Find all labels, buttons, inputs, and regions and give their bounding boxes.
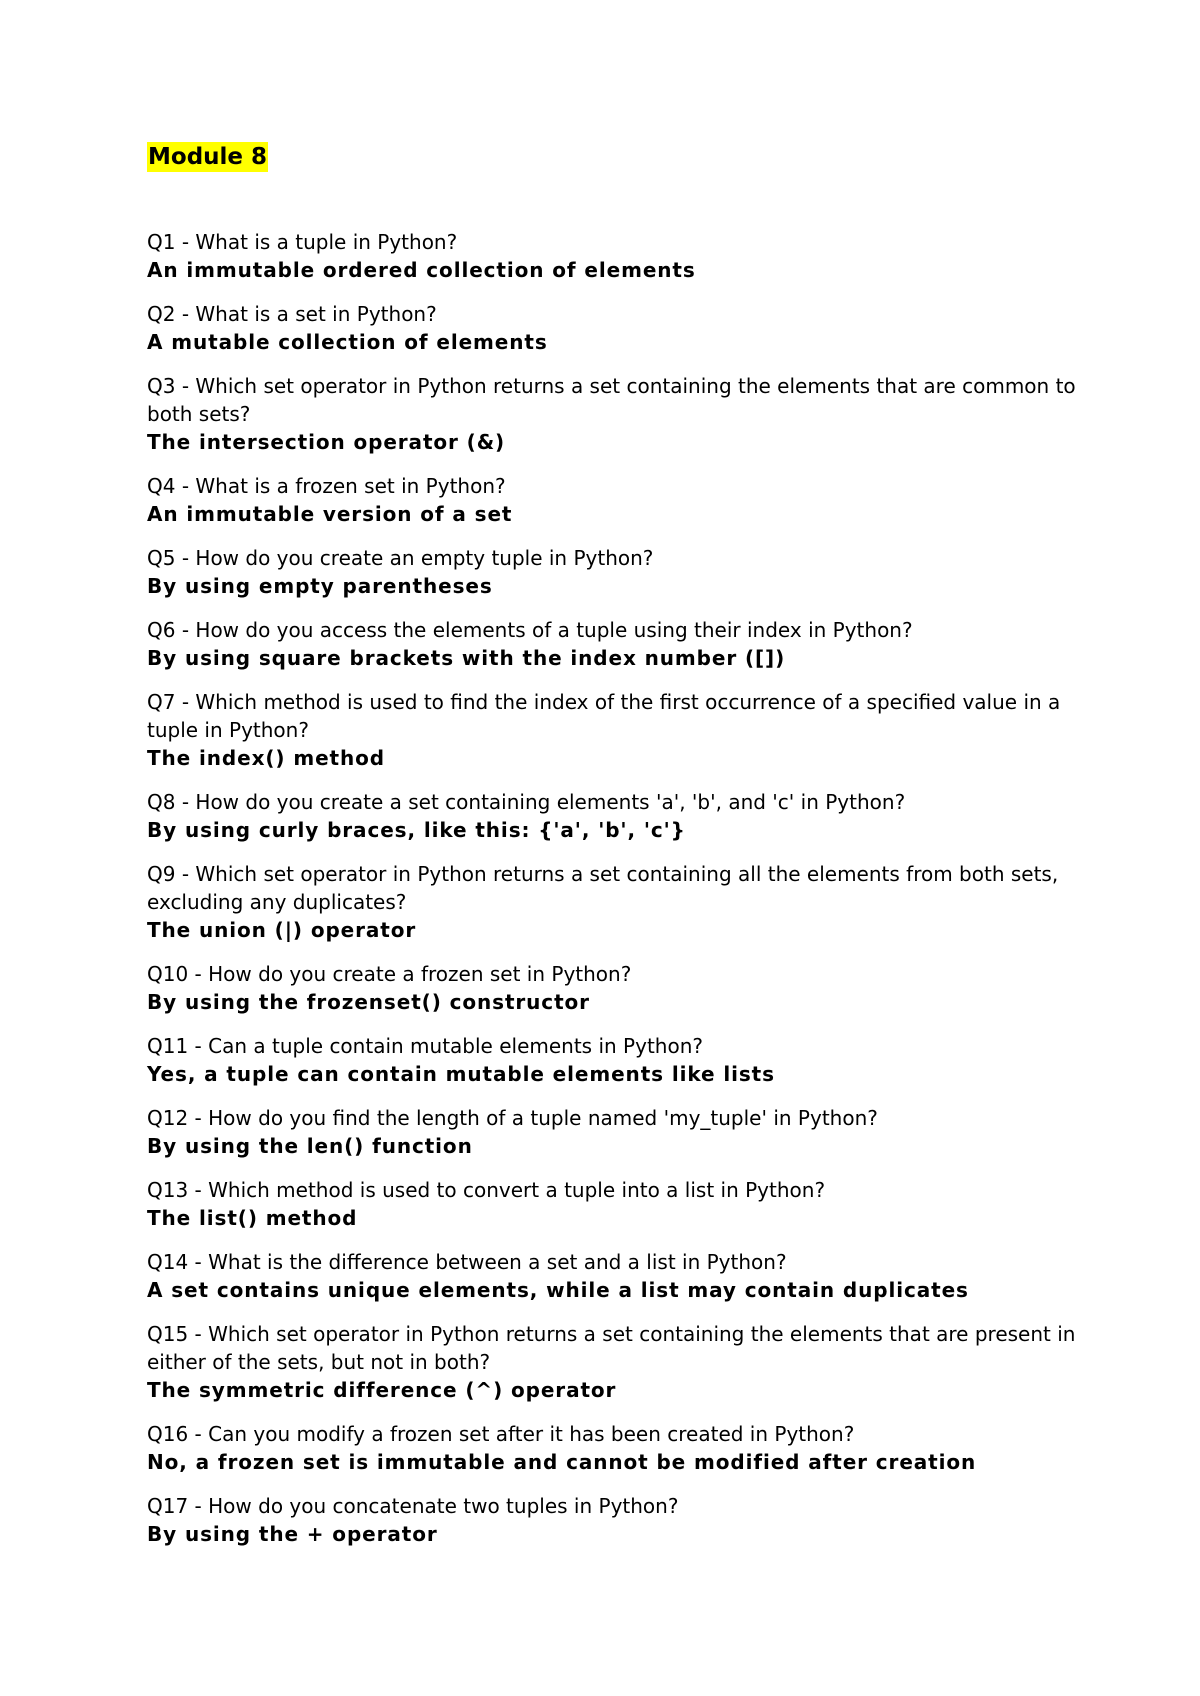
question-separator: - bbox=[175, 374, 196, 398]
question-separator: - bbox=[175, 474, 196, 498]
question-separator: - bbox=[188, 1422, 209, 1446]
page-title: Module 8 bbox=[148, 144, 268, 170]
answer-text: By using the len() function bbox=[147, 1134, 473, 1158]
answer-text: No, a frozen set is immutable and cannot be modified after creation bbox=[147, 1450, 977, 1474]
question-body: What is a tuple in Python? bbox=[195, 230, 458, 254]
answer-text: By using curly braces, like this: {'a', 'b', 'c'} bbox=[147, 818, 686, 842]
question-text bbox=[147, 300, 1077, 328]
qa-item bbox=[147, 616, 1077, 672]
question-separator: - bbox=[188, 1250, 209, 1274]
question-body: Which set operator in Python returns a set containing the elements that are common to both sets? bbox=[147, 374, 1076, 426]
question-body: How do you find the length of a tuple named 'my_tuple' in Python? bbox=[208, 1106, 878, 1130]
question-text bbox=[147, 1032, 1077, 1060]
qa-item bbox=[147, 372, 1077, 456]
question-body: What is a set in Python? bbox=[195, 302, 437, 326]
question-body: Which set operator in Python returns a set containing all the elements from both sets, excluding any duplicates? bbox=[147, 862, 1059, 914]
question-separator: - bbox=[188, 1494, 209, 1518]
question-separator: - bbox=[175, 690, 196, 714]
question-text bbox=[147, 1320, 1077, 1376]
question-text bbox=[147, 1248, 1077, 1276]
question-separator: - bbox=[188, 1034, 209, 1058]
question-number: Q16 bbox=[147, 1422, 189, 1446]
question-number: Q2 bbox=[147, 302, 176, 326]
answer-text: By using empty parentheses bbox=[147, 574, 493, 598]
answer-text: The list() method bbox=[147, 1206, 358, 1230]
qa-item bbox=[147, 1248, 1077, 1304]
question-body: Which method is used to convert a tuple into a list in Python? bbox=[208, 1178, 826, 1202]
question-number: Q7 bbox=[147, 690, 176, 714]
document-page bbox=[147, 142, 1077, 1564]
answer-text: The symmetric difference (^) operator bbox=[147, 1378, 617, 1402]
question-text bbox=[147, 472, 1077, 500]
question-text bbox=[147, 688, 1077, 744]
question-text bbox=[147, 544, 1077, 572]
qa-item bbox=[147, 228, 1077, 284]
question-separator: - bbox=[175, 302, 196, 326]
question-body: How do you create an empty tuple in Python? bbox=[195, 546, 654, 570]
qa-item bbox=[147, 688, 1077, 772]
question-text bbox=[147, 372, 1077, 428]
qa-item bbox=[147, 1320, 1077, 1404]
answer-text: Yes, a tuple can contain mutable elements like lists bbox=[147, 1062, 775, 1086]
question-text bbox=[147, 1492, 1077, 1520]
question-number: Q12 bbox=[147, 1106, 189, 1130]
question-text bbox=[147, 860, 1077, 916]
question-number: Q6 bbox=[147, 618, 176, 642]
answer-text: An immutable version of a set bbox=[147, 502, 513, 526]
question-body: How do you create a set containing elements 'a', 'b', and 'c' in Python? bbox=[195, 790, 906, 814]
question-text bbox=[147, 788, 1077, 816]
question-body: How do you access the elements of a tuple using their index in Python? bbox=[195, 618, 913, 642]
question-body: How do you concatenate two tuples in Python? bbox=[208, 1494, 679, 1518]
answer-text: A set contains unique elements, while a list may contain duplicates bbox=[147, 1278, 969, 1302]
qa-item bbox=[147, 472, 1077, 528]
question-body: Can you modify a frozen set after it has been created in Python? bbox=[208, 1422, 855, 1446]
answer-text: By using the + operator bbox=[147, 1522, 438, 1546]
question-number: Q15 bbox=[147, 1322, 189, 1346]
question-body: Can a tuple contain mutable elements in Python? bbox=[208, 1034, 703, 1058]
question-number: Q10 bbox=[147, 962, 189, 986]
question-separator: - bbox=[175, 618, 196, 642]
answer-text: The union (|) operator bbox=[147, 918, 417, 942]
answer-text: An immutable ordered collection of elements bbox=[147, 258, 696, 282]
qa-item bbox=[147, 300, 1077, 356]
question-body: What is a frozen set in Python? bbox=[195, 474, 506, 498]
qa-item bbox=[147, 860, 1077, 944]
question-number: Q14 bbox=[147, 1250, 189, 1274]
question-text bbox=[147, 1176, 1077, 1204]
question-body: Which set operator in Python returns a set containing the elements that are present in either of the sets, but not in both? bbox=[147, 1322, 1076, 1374]
qa-item bbox=[147, 788, 1077, 844]
qa-list bbox=[147, 228, 1077, 1548]
question-number: Q1 bbox=[147, 230, 176, 254]
question-number: Q5 bbox=[147, 546, 176, 570]
question-text bbox=[147, 1104, 1077, 1132]
question-separator: - bbox=[188, 962, 209, 986]
question-body: What is the difference between a set and a list in Python? bbox=[208, 1250, 787, 1274]
qa-item bbox=[147, 544, 1077, 600]
question-separator: - bbox=[175, 790, 196, 814]
question-number: Q8 bbox=[147, 790, 176, 814]
qa-item bbox=[147, 1492, 1077, 1548]
question-number: Q17 bbox=[147, 1494, 189, 1518]
question-number: Q13 bbox=[147, 1178, 189, 1202]
qa-item bbox=[147, 1176, 1077, 1232]
answer-text: By using the frozenset() constructor bbox=[147, 990, 590, 1014]
answer-text: The intersection operator (&) bbox=[147, 430, 506, 454]
question-text bbox=[147, 960, 1077, 988]
qa-item bbox=[147, 1032, 1077, 1088]
qa-item bbox=[147, 1420, 1077, 1476]
question-text bbox=[147, 1420, 1077, 1448]
answer-text: By using square brackets with the index number ([]) bbox=[147, 646, 786, 670]
question-separator: - bbox=[188, 1178, 209, 1202]
answer-text: The index() method bbox=[147, 746, 385, 770]
question-body: How do you create a frozen set in Python? bbox=[208, 962, 632, 986]
qa-item bbox=[147, 960, 1077, 1016]
question-number: Q9 bbox=[147, 862, 176, 886]
question-number: Q4 bbox=[147, 474, 176, 498]
question-number: Q11 bbox=[147, 1034, 189, 1058]
qa-item bbox=[147, 1104, 1077, 1160]
answer-text: A mutable collection of elements bbox=[147, 330, 548, 354]
question-separator: - bbox=[188, 1322, 209, 1346]
question-text bbox=[147, 228, 1077, 256]
question-text bbox=[147, 616, 1077, 644]
question-separator: - bbox=[175, 230, 196, 254]
question-separator: - bbox=[188, 1106, 209, 1130]
question-number: Q3 bbox=[147, 374, 176, 398]
question-body: Which method is used to find the index of the first occurrence of a specified value in a tuple in Python? bbox=[147, 690, 1061, 742]
question-separator: - bbox=[175, 546, 196, 570]
question-separator: - bbox=[175, 862, 196, 886]
